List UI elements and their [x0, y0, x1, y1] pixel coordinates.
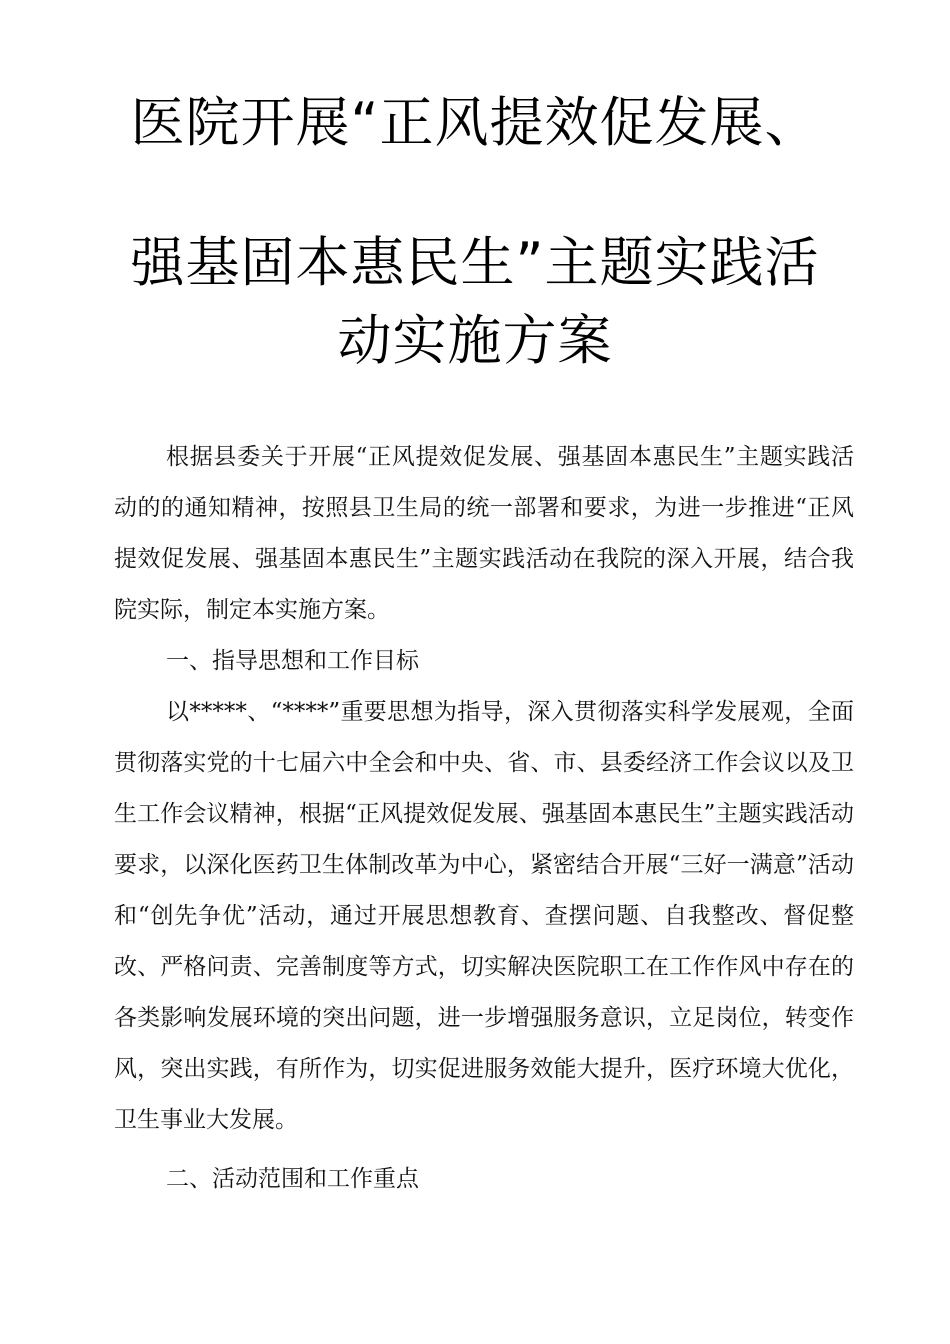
- section-2-heading: 二、活动范围和工作重点: [166, 1166, 419, 1192]
- intro-paragraph: 根据县委关于开展“正风提效促发展、强基固本惠民生”主题实践活动的的通知精神，按照县卫生局的统一部署和要求，为进一步推进“正风提效促发展、强基固本惠民生”主题实践活动在我院的深入开展，结合我院实际，制定本实施方案。: [114, 444, 854, 623]
- document-title-line-1: 医院开展“正风提效促发展、: [130, 91, 820, 154]
- document-title-line-2: 强基固本惠民生”主题实践活: [130, 231, 820, 294]
- section-1-paragraph: 以*****、“****”重要思想为指导，深入贯彻落实科学发展观，全面贯彻落实党的十七届六中全会和中央、省、市、县委经济工作会议以及卫生工作会议精神，根据“正风提效促发展、强基固本惠民生”主题实践活动要求，以深化医药卫生体制改革为中心，紧密结合开展“三好一满意”活动和“创先争优”活动，通过开展思想教育、查摆问题、自我整改、督促整改、严格问责、完善制度等方式，切实解决医院职工在工作作风中存在的各类影响发展环境的突出问题，进一步增强服务意识，立足岗位，转变作风，突出实践，有所作为，切实促进服务效能大提升，医疗环境大优化，卫生事业大发展。: [114, 699, 854, 1133]
- section-1-heading: 一、指导思想和工作目标: [166, 648, 419, 674]
- document-body: [114, 432, 854, 1205]
- document-title-line-3: 动实施方案: [337, 309, 613, 372]
